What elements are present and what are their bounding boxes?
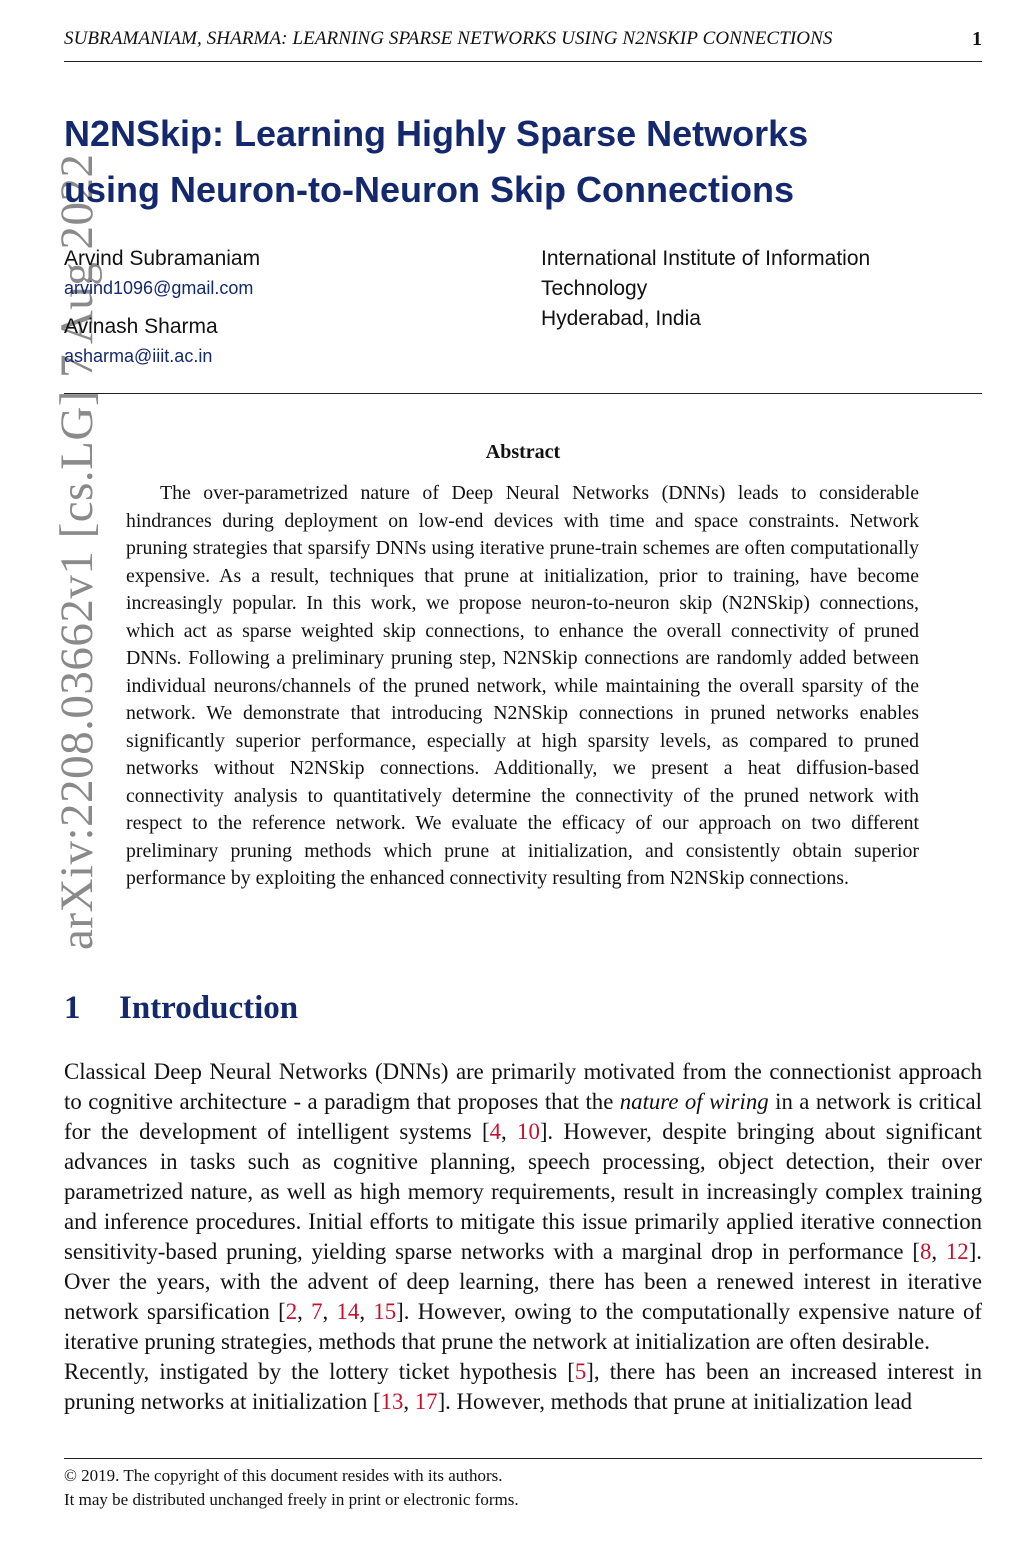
author-name: Avinash Sharma	[64, 315, 218, 338]
affiliation	[541, 244, 870, 334]
section-number: 1	[64, 990, 81, 1026]
footer-divider	[64, 1458, 982, 1459]
citation-link[interactable]: 10	[517, 1119, 540, 1144]
emphasis: nature of wiring	[619, 1089, 769, 1114]
footer-line-2: It may be distributed unchanged freely in print or electronic forms.	[64, 1490, 519, 1509]
paragraph: Classical Deep Neural Networks (DNNs) are primarily motivated from the connectionist approach to cognitive architecture - a paradigm that proposes that the nature of wiring in a network is critical for the development of intelligent systems [4, 10]. However, despite bringing about significant advances in tasks such as cognitive planning, speech processing, object detection, their over parametrized nature, as well as high memory requirements, result in increasingly complex training and inference procedures. Initial efforts to mitigate this issue primarily applied iterative connection sensitivity-based pruning, yielding sparse networks with a marginal drop in performance [8, 12]. Over the years, with the advent of deep learning, there has been a renewed interest in iterative network sparsification [2, 7, 14, 15]. However, owing to the computationally expensive nature of iterative pruning strategies, methods that prune the network at initialization are often desirable.	[64, 1059, 982, 1354]
title-divider	[64, 393, 982, 394]
author-email-link[interactable]: asharma@iiit.ac.in	[64, 346, 213, 366]
citation-link[interactable]: 13	[380, 1389, 404, 1414]
copyright-footer	[64, 1464, 519, 1512]
section-heading	[64, 990, 298, 1027]
affiliation-line-2: Technology	[541, 277, 648, 300]
citation-link[interactable]: 8	[919, 1239, 932, 1264]
citation-link[interactable]: 12	[945, 1239, 969, 1264]
affiliation-line-3: Hyderabad, India	[541, 307, 701, 330]
author-email-link[interactable]: arvind1096@gmail.com	[64, 278, 254, 298]
title-line-1: N2NSkip: Learning Highly Sparse Networks	[64, 113, 809, 154]
citation-link[interactable]: 2	[285, 1299, 298, 1324]
page-number: 1	[972, 28, 982, 50]
affiliation-line-1: International Institute of Information	[541, 247, 871, 270]
author-list	[64, 244, 260, 380]
section-title: Introduction	[119, 990, 299, 1026]
introduction-body	[64, 1057, 982, 1417]
abstract-heading: Abstract	[485, 441, 561, 463]
citation-link[interactable]: 14	[336, 1299, 360, 1324]
citation-link[interactable]: 4	[489, 1119, 501, 1144]
citation-link[interactable]: 7	[311, 1299, 323, 1324]
title-line-2: using Neuron-to-Neuron Skip Connections	[64, 169, 794, 210]
abstract-text: The over-parametrized nature of Deep Neural Networks (DNNs) leads to considerable hindrances during deployment on low-end devices with time and space constraints. Network pruning strategies that sparsify DNNs using iterative prune-train schemes are often computationally expensive. As a result, techniques that prune at initialization, prior to training, have become increasingly popular. In this work, we propose neuron-to-neuron skip (N2NSkip) connections, which act as sparse weighted skip connections, to enhance the overall connectivity of pruned DNNs. Following a preliminary pruning step, N2NSkip connections are randomly added between individual neurons/channels of the pruned network, while maintaining the overall sparsity of the network. We demonstrate that introducing N2NSkip connections in pruned networks enables significantly superior performance, especially at high sparsity levels, as compared to pruned networks without N2NSkip connections. Additionally, we present a heat diffusion-based connectivity analysis to quantitatively determine the connectivity of the pruned network with respect to the reference network. We evaluate the efficacy of our approach on two different preliminary pruning methods which prune at initialization, and consistently obtain superior performance by exploiting the enhanced connectivity resulting from N2NSkip connections.	[126, 482, 919, 889]
citation-link[interactable]: 15	[373, 1299, 397, 1324]
author-name: Arvind Subramaniam	[64, 247, 261, 270]
footer-line-1: © 2019. The copyright of this document resides with its authors.	[64, 1466, 503, 1485]
paragraph: Recently, instigated by the lottery ticket hypothesis [5], there has been an increased interest in pruning networks at initialization [13, 17]. However, methods that prune at initialization lead	[64, 1359, 982, 1414]
arxiv-identifier-stamp: arXiv:2208.03662v1 [cs.LG] 7 Aug 2022	[51, 153, 103, 950]
citation-link[interactable]: 17	[414, 1389, 438, 1414]
paper-title	[64, 106, 944, 218]
running-title: SUBRAMANIAM, SHARMA: LEARNING SPARSE NETWORKS USING N2NSKIP CONNECTIONS	[64, 28, 833, 49]
running-header	[64, 28, 982, 62]
citation-link[interactable]: 5	[574, 1359, 587, 1384]
